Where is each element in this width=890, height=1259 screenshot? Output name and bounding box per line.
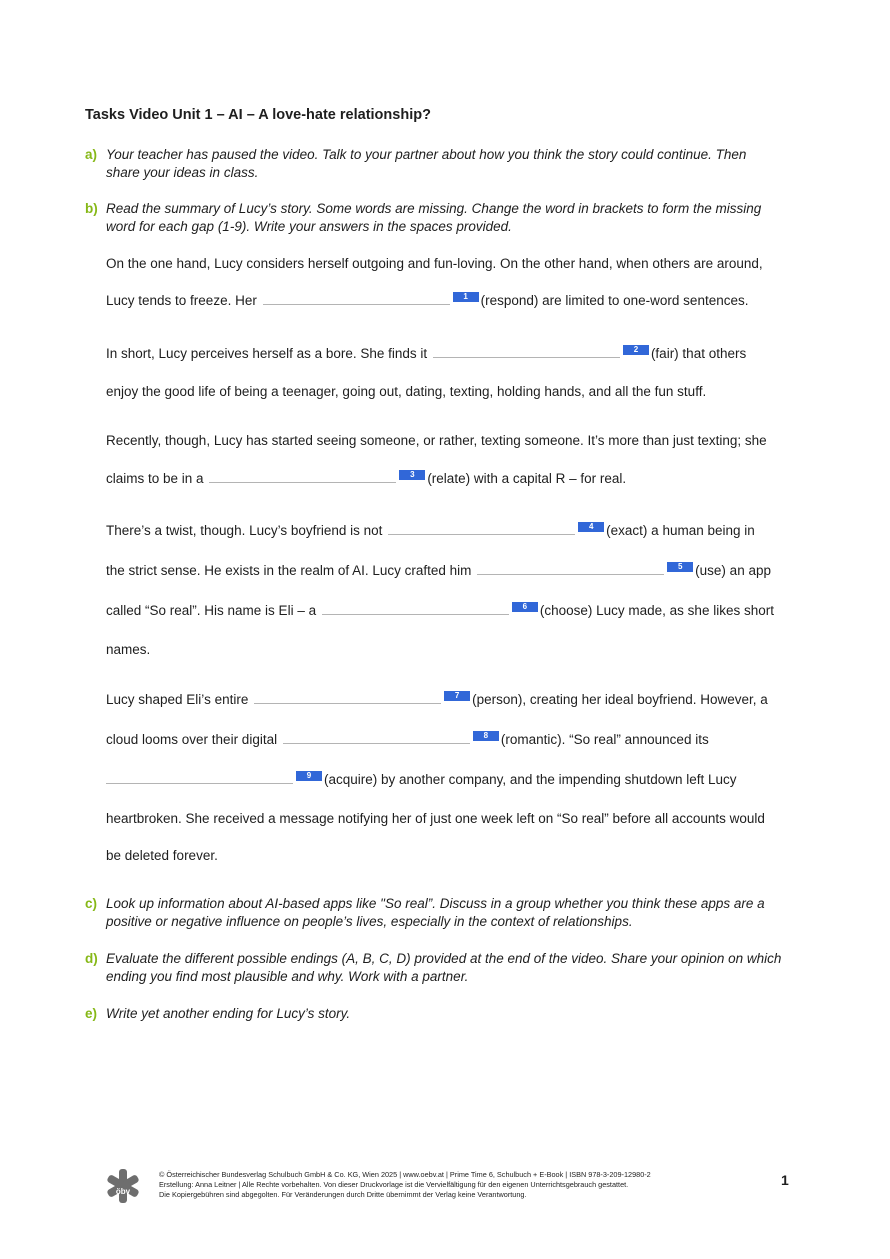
answer-blank-7[interactable] [254, 691, 441, 704]
answer-blank-3[interactable] [209, 470, 396, 483]
story-line: Lucy shaped Eli’s entire 7 (person), creating her ideal boyfriend. However, a [106, 691, 768, 707]
story-line: Recently, though, Lucy has started seeing someone, or rather, texting someone. It’s more than just texting; she [106, 433, 767, 448]
story-line: names. [106, 642, 151, 657]
gap-number-badge: 4 [578, 522, 604, 532]
story-line: enjoy the good life of being a teenager, going out, dating, texting, holding hands, and all the fun stuff. [106, 384, 707, 399]
gap-number-badge: 6 [512, 602, 538, 612]
story-line: cloud looms over their digital 8 (romantic). “So real” announced its [106, 731, 709, 747]
story-line: called “So real”. His name is Eli – a 6 (choose) Lucy made, as she likes short [106, 602, 774, 618]
story-line: There’s a twist, though. Lucy’s boyfriend is not 4 (exact) a human being in [106, 522, 755, 538]
story-line: claims to be in a 3 (relate) with a capital R – for real. [106, 470, 627, 486]
answer-blank-5[interactable] [477, 562, 664, 575]
task-text: Write yet another ending for Lucy’s story. [106, 1006, 351, 1021]
task-letter: a) [85, 147, 98, 162]
story-line: On the one hand, Lucy considers herself outgoing and fun-loving. On the other hand, when others are around, [106, 256, 763, 271]
task-letter: b) [85, 201, 98, 216]
task-text: Your teacher has paused the video. Talk to your partner about how you think the story could continue. Then share your ideas in class. [106, 147, 747, 180]
footer-copyright: © Österreichischer Bundesverlag Schulbuch GmbH & Co. KG, Wien 2025 | www.oebv.at | Prime Time 6, Schulbuch + E-Book | ISBN 978-3-209-12980-2 Erstellung: Anna Leitner | Alle Rechte vorbehalten. Von dieser Druckvorlage ist die Vervielfältigung für den eigenen Unterrichtsgebrauch gestattet. Die Kopiergebühren sind abgegolten. Für Veränderungen durch Dritte übernimmt der Verlag keine Verantwortung. [159, 1170, 651, 1200]
task-a [85, 146, 805, 182]
answer-blank-6[interactable] [322, 602, 509, 615]
story-line: 9 (acquire) by another company, and the impending shutdown left Lucy [106, 771, 737, 789]
story-line: In short, Lucy perceives herself as a bore. She finds it 2 (fair) that others [106, 345, 747, 361]
gap-number-badge: 1 [453, 292, 479, 302]
gap-number-badge: 3 [399, 470, 425, 480]
publisher-logo-icon [106, 1169, 140, 1203]
page-title: Tasks Video Unit 1 – AI – A love-hate relationship? [85, 107, 431, 123]
logo-text: öbv [115, 1187, 131, 1196]
answer-blank-8[interactable] [283, 731, 470, 744]
gap-number-badge: 7 [444, 691, 470, 701]
gap-number-badge: 2 [623, 345, 649, 355]
answer-blank-2[interactable] [433, 345, 620, 358]
task-text: Look up information about AI-based apps like "So real”. Discuss in a group whether you think these apps are a positive or negative influence on people’s lives, especially in the context of relationships. [106, 896, 765, 929]
gap-number-badge: 8 [473, 731, 499, 741]
story-line: be deleted forever. [106, 848, 218, 863]
task-text: Evaluate the different possible endings (A, B, C, D) provided at the end of the video. Share your opinion on which ending you find most plausible and why. Work with a partner. [106, 951, 782, 984]
answer-blank-1[interactable] [263, 292, 450, 305]
task-letter: d) [85, 951, 98, 966]
gap-number-badge: 9 [296, 771, 322, 781]
task-letter: e) [85, 1006, 98, 1021]
story-line: the strict sense. He exists in the realm of AI. Lucy crafted him 5 (use) an app [106, 562, 771, 578]
task-text: Read the summary of Lucy’s story. Some words are missing. Change the word in brackets to form the missing word for each gap (1-9). Write your answers in the spaces provided. [106, 201, 762, 234]
task-b [85, 200, 805, 236]
gap-number-badge: 5 [667, 562, 693, 572]
task-c [85, 895, 805, 931]
task-letter: c) [85, 896, 98, 911]
task-e [85, 1005, 805, 1023]
answer-blank-4[interactable] [388, 522, 575, 535]
task-d [85, 950, 805, 986]
story-line: heartbroken. She received a message notifying her of just one week left on “So real” before all accounts would [106, 811, 765, 826]
story-line: Lucy tends to freeze. Her 1 (respond) are limited to one-word sentences. [106, 292, 749, 308]
page-number: 1 [781, 1172, 789, 1188]
answer-blank-9[interactable] [106, 771, 293, 784]
